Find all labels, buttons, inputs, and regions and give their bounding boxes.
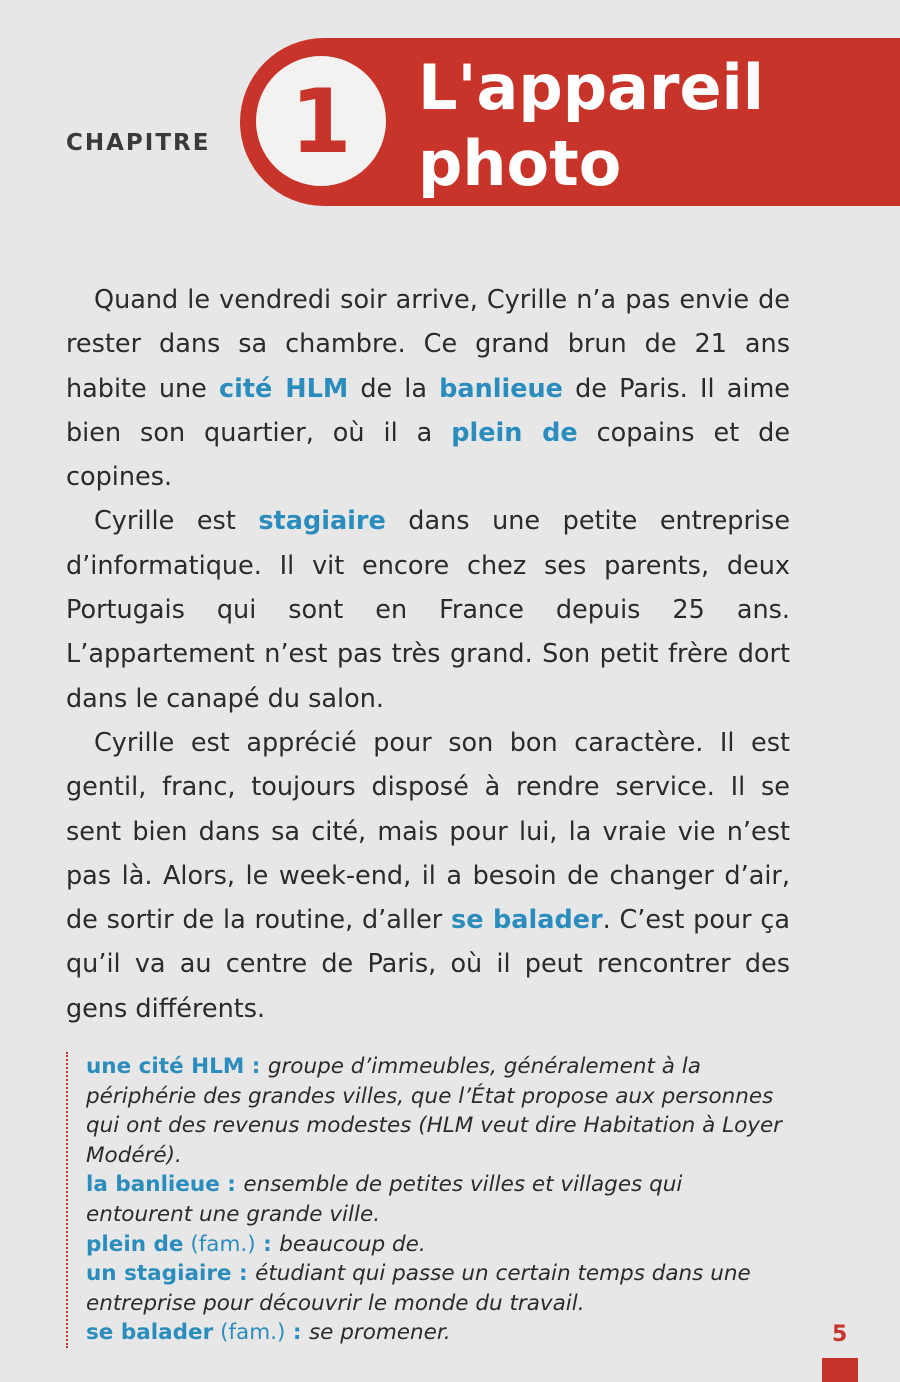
- vocab-term: stagiaire: [258, 506, 386, 537]
- glossary-note: (fam.): [220, 1320, 286, 1346]
- glossary-entry: se balader (fam.) : se promener.: [86, 1320, 451, 1346]
- glossary-term: un stagiaire: [86, 1261, 232, 1287]
- glossary-entry: une cité HLM : groupe d’immeubles, généralement à la périphérie des grandes villes, que l’État propose aux personnes qui ont des revenus modestes (HLM veut dire Habitation à Loyer Modéré).: [86, 1054, 783, 1168]
- glossary-term: une cité HLM: [86, 1054, 245, 1079]
- chapter-number: 1: [290, 69, 352, 173]
- text: dans une petite entreprise d’informatique. Il vit encore chez ses parents, deux Portugais qui sont en France depuis 25 ans. L’appartement n’est pas très grand. Son petit frère dort dans le canapé du salon.: [66, 506, 791, 714]
- text: Quand le vendredi soir arrive, Cyrille n’a pas envie de rester dans sa chambre. Ce grand brun de 21 ans habite une: [66, 285, 790, 404]
- glossary-definition: groupe d’immeubles, généralement à la périphérie des grandes villes, que l’État propose aux personnes qui ont des revenus modestes (HLM veut dire Habitation à Loyer Modéré).: [86, 1054, 783, 1168]
- glossary-entry: plein de (fam.) : beaucoup de.: [86, 1231, 426, 1257]
- paragraph: [66, 721, 790, 1031]
- vocab-term: se balader: [451, 905, 603, 936]
- chapter-label: CHAPITRE: [66, 130, 211, 156]
- glossary-definition: ensemble de petites villes et villages qui entourent une grande ville.: [86, 1172, 683, 1227]
- text: de la: [348, 373, 440, 404]
- paragraph: [66, 278, 790, 499]
- text: Cyrille est: [94, 506, 259, 537]
- glossary-entry: un stagiaire : étudiant qui passe un certain temps dans une entreprise pour découvrir le monde du travail.: [86, 1261, 751, 1316]
- text: copains et de copines.: [66, 417, 791, 493]
- chapter-title: [418, 50, 764, 202]
- vocab-term: plein de: [451, 417, 578, 448]
- text: . C’est pour ça qu’il va au centre de Paris, où il peut rencontrer des gens différents.: [66, 905, 790, 1024]
- page-number: 5: [832, 1322, 848, 1347]
- glossary-term: se balader: [86, 1320, 214, 1346]
- text: Cyrille est apprécié pour son bon caractère. Il est gentil, franc, toujours disposé à rendre service. Il se sent bien dans sa cité, mais pour lui, la vraie vie n’est pas là. Alors, le week-end, il a besoin de changer d’air, de sortir de la routine, d’aller: [66, 727, 790, 936]
- glossary-definition: beaucoup de.: [279, 1231, 426, 1257]
- glossary-definition: se promener.: [308, 1320, 451, 1346]
- glossary-term: plein de: [86, 1231, 184, 1257]
- paragraph: [66, 499, 790, 720]
- story-text: [66, 278, 790, 1031]
- vocab-term: banlieue: [439, 373, 563, 404]
- title-line-1: L'appareil: [418, 51, 765, 124]
- glossary-entry: la banlieue : ensemble de petites villes et villages qui entourent une grande ville.: [86, 1172, 683, 1227]
- glossary-term: la banlieue: [86, 1172, 220, 1198]
- glossary: [66, 1052, 786, 1348]
- page-marker: [822, 1358, 858, 1382]
- text: de Paris. Il aime bien son quartier, où il a: [66, 373, 790, 448]
- chapter-number-badge: [256, 56, 386, 186]
- glossary-definition: étudiant qui passe un certain temps dans une entreprise pour découvrir le monde du travail.: [86, 1261, 751, 1316]
- glossary-note: (fam.): [190, 1231, 256, 1257]
- title-line-2: photo: [418, 127, 622, 200]
- vocab-term: cité HLM: [219, 373, 349, 404]
